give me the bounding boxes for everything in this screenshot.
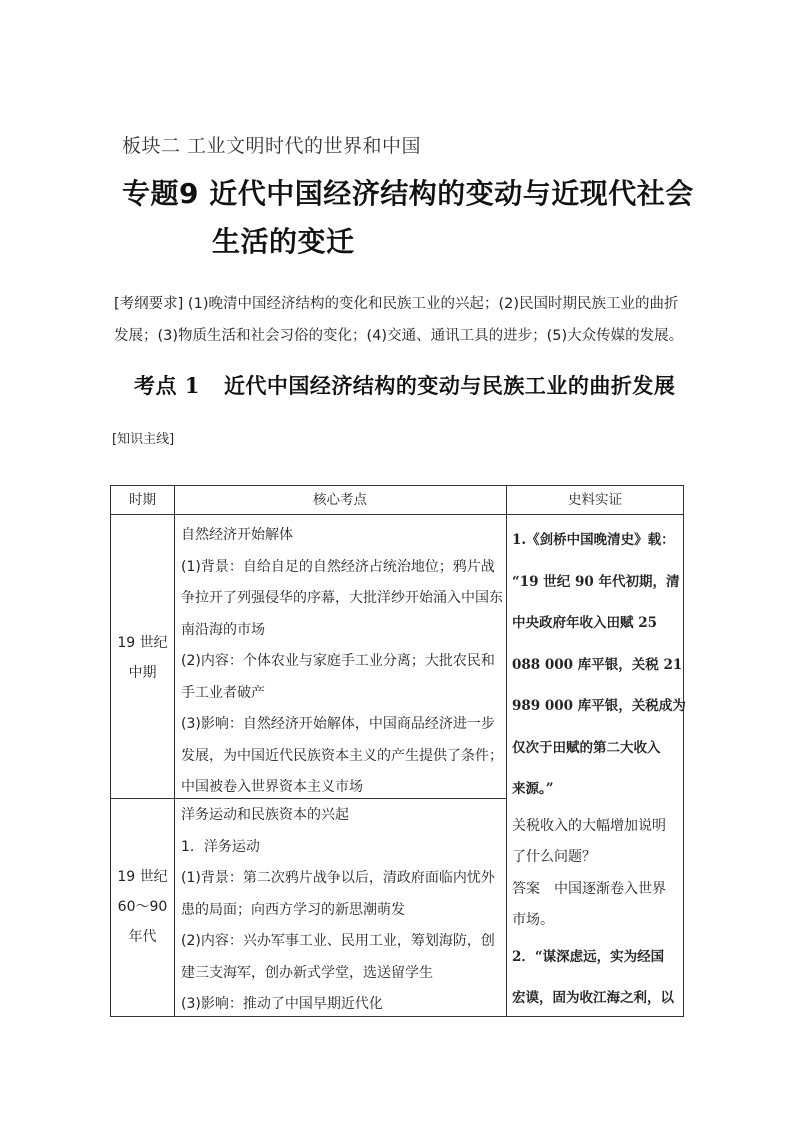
source-quote-line: 宏谟，固为收江海之利，以 bbox=[512, 990, 674, 1006]
period-line: 60～90 bbox=[117, 899, 168, 915]
header-period: 时期 bbox=[129, 492, 156, 508]
core-line: (1)背景：第二次鸦片战争以后，清政府面临内忧外 bbox=[181, 870, 495, 886]
source-question-line: 关税收入的大幅增加说明 bbox=[512, 817, 666, 834]
core-line: 中国被卷入世界资本主义市场 bbox=[181, 779, 363, 795]
source-answer-line: 答案 中国逐渐卷入世界 bbox=[512, 880, 666, 897]
source-quote-line: 989 000 库平银，关税成为 bbox=[512, 698, 686, 714]
core-line: 发展，为中国近代民族资本主义的产生提供了条件； bbox=[181, 747, 503, 764]
table-row-period bbox=[111, 628, 174, 688]
period-line: 中期 bbox=[128, 665, 157, 681]
source-quote-line: 仅次于田赋的第二大收入 bbox=[512, 739, 661, 756]
table-row-period bbox=[111, 862, 174, 952]
knowledge-mainline-label: [知识主线] bbox=[112, 432, 175, 447]
period-line: 19 世纪 bbox=[117, 869, 168, 885]
requirements-text: (1)晚清中国经济结构的变化和民族工业的兴起；(2)民国时期民族工业的曲折发展；(3)物质生活和社会习俗的变化；(4)交通、通讯工具的进步；(5)大众传媒的发展。 bbox=[114, 296, 684, 344]
header-core: 核心考点 bbox=[313, 492, 367, 508]
period-line: 19 世纪 bbox=[117, 635, 168, 651]
core-line: 争拉开了列强侵华的序幕，大批洋纱开始涌入中国东 bbox=[181, 590, 503, 606]
source-quote-line: 中央政府年收入田赋 25 bbox=[512, 615, 657, 631]
knowledge-table bbox=[110, 485, 684, 1017]
core-line: (1)背景：自给自足的自然经济占统治地位；鸦片战 bbox=[181, 558, 495, 575]
source-evidence bbox=[512, 520, 684, 1020]
header-divider bbox=[111, 514, 683, 515]
source-quote-line: “19 世纪 90 年代初期，清 bbox=[512, 573, 680, 590]
block-title: 板块二 工业文明时代的世界和中国 bbox=[122, 135, 422, 157]
topic-title-continued: 生活的变迁 bbox=[212, 225, 355, 258]
table-row-core bbox=[181, 800, 503, 1021]
source-quote-line: 1.《剑桥中国晚清史》载： bbox=[512, 532, 675, 548]
core-line: (3)影响：自然经济开始解体，中国商品经济进一步 bbox=[181, 716, 495, 732]
kaodian-title: 近代中国经济结构的变动与民族工业的曲折发展 bbox=[223, 373, 676, 398]
kaodian-label: 考点 1 bbox=[134, 373, 200, 398]
core-line: 洋务运动和民族资本的兴起 bbox=[181, 807, 349, 823]
source-quote-line: 来源。” bbox=[512, 781, 554, 797]
topic-title: 专题9 近代中国经济结构的变动与近现代社会 bbox=[122, 177, 694, 210]
core-line: 建三支海军，创办新式学堂，选送留学生 bbox=[181, 964, 433, 981]
period-line: 年代 bbox=[128, 929, 157, 945]
requirements-label: [考纲要求] bbox=[114, 296, 184, 312]
table-row-core bbox=[181, 520, 503, 804]
kaodian-heading bbox=[134, 370, 675, 400]
core-line: 患的局面；向西方学习的新思潮萌发 bbox=[181, 901, 405, 918]
source-quote-line: 088 000 库平银，关税 21 bbox=[512, 656, 683, 673]
core-line: 手工业者破产 bbox=[181, 684, 265, 701]
source-quote-line: 2．“谋深虑远，实为经国 bbox=[512, 948, 665, 965]
exam-requirements bbox=[114, 288, 689, 352]
column-divider bbox=[174, 486, 175, 1016]
core-line: (2)内容：个体农业与家庭手工业分离；大批农民和 bbox=[181, 653, 495, 669]
column-divider bbox=[506, 486, 507, 1016]
core-line: 南沿海的市场 bbox=[181, 621, 265, 638]
core-line: 自然经济开始解体 bbox=[181, 527, 293, 543]
core-line: (2)内容：兴办军事工业、民用工业，筹划海防，创 bbox=[181, 933, 495, 949]
core-line: (3)影响：推动了中国早期近代化 bbox=[181, 996, 383, 1012]
core-line: 1．洋务运动 bbox=[181, 838, 260, 855]
source-question-line: 了什么问题？ bbox=[512, 849, 596, 865]
header-source: 史料实证 bbox=[568, 492, 622, 508]
source-answer-line: 市场。 bbox=[512, 912, 554, 928]
